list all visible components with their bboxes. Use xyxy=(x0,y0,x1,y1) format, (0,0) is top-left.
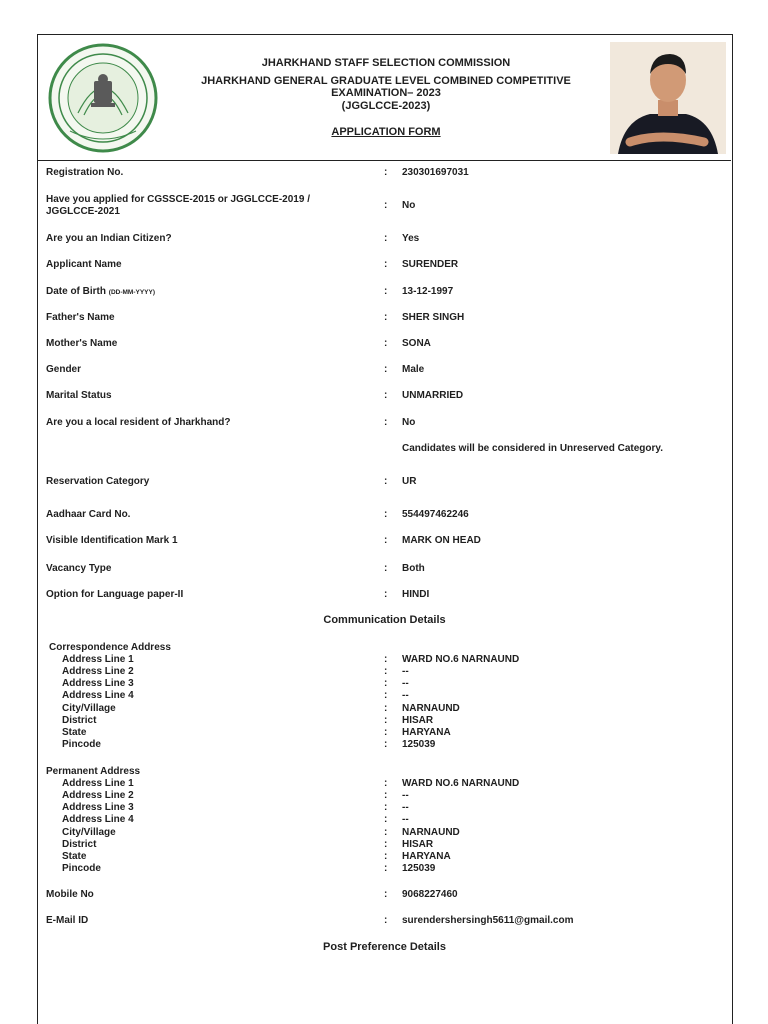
local-resident-label: Are you a local resident of Jharkhand? xyxy=(46,417,231,428)
colon: : xyxy=(384,703,388,714)
applied-before-value: No xyxy=(402,200,416,211)
colon: : xyxy=(384,312,388,323)
colon: : xyxy=(384,390,388,401)
dob-label: Date of Birth xyxy=(46,286,106,297)
reservation-value: UR xyxy=(402,476,417,487)
perm-value: -- xyxy=(402,814,409,825)
perm-value: HARYANA xyxy=(402,851,451,862)
colon: : xyxy=(384,200,388,211)
vacancy-label: Vacancy Type xyxy=(46,563,112,574)
marital-label: Marital Status xyxy=(46,390,112,401)
perm-label: Pincode xyxy=(62,863,101,874)
colon: : xyxy=(384,233,388,244)
exam-code: (JGGLCCE-2023) xyxy=(341,100,431,112)
reservation-label: Reservation Category xyxy=(46,476,150,487)
mother-label: Mother's Name xyxy=(46,338,118,349)
application-form-sheet xyxy=(37,34,733,1024)
corr-value: 125039 xyxy=(402,739,436,750)
colon: : xyxy=(384,654,388,665)
marital-value: UNMARRIED xyxy=(402,390,464,401)
email-label: E-Mail ID xyxy=(46,915,89,926)
perm-label: State xyxy=(62,851,87,862)
applicant-photo xyxy=(610,42,726,154)
form-title: APPLICATION FORM xyxy=(331,126,441,138)
citizen-value: Yes xyxy=(402,233,420,244)
dob-value: 13-12-1997 xyxy=(402,286,454,297)
colon: : xyxy=(384,167,388,178)
colon: : xyxy=(384,790,388,801)
corr-label: City/Village xyxy=(62,703,116,714)
perm-label: Address Line 4 xyxy=(62,814,134,825)
perm-value: WARD NO.6 NARNAUND xyxy=(402,778,520,789)
perm-value: -- xyxy=(402,790,409,801)
colon: : xyxy=(384,338,388,349)
aadhaar-label: Aadhaar Card No. xyxy=(46,509,131,520)
perm-value: 125039 xyxy=(402,863,436,874)
corr-label: District xyxy=(62,715,97,726)
corr-value: -- xyxy=(402,678,409,689)
mobile-label: Mobile No xyxy=(46,889,94,900)
gender-value: Male xyxy=(402,364,425,375)
colon: : xyxy=(384,839,388,850)
exam-title-line1: JHARKHAND GENERAL GRADUATE LEVEL COMBINED COMPETITIVE xyxy=(201,75,571,87)
mobile-value: 9068227460 xyxy=(402,889,458,900)
aadhaar-value: 554497462246 xyxy=(402,509,469,520)
exam-title-line2: EXAMINATION– 2023 xyxy=(331,87,441,99)
category-note: Candidates will be considered in Unreserved Category. xyxy=(402,443,664,454)
dob-label-group xyxy=(46,286,346,299)
corr-label: Address Line 4 xyxy=(62,690,134,701)
colon: : xyxy=(384,286,388,297)
vacancy-value: Both xyxy=(402,563,425,574)
perm-label: District xyxy=(62,839,97,850)
corr-label: Address Line 2 xyxy=(62,666,134,677)
perm-label: Address Line 2 xyxy=(62,790,134,801)
jharkhand-government-seal-icon xyxy=(48,43,158,153)
language-value: HINDI xyxy=(402,589,430,600)
corr-value: NARNAUND xyxy=(402,703,460,714)
id-mark-value: MARK ON HEAD xyxy=(402,535,481,546)
applied-before-label: Have you applied for CGSSCE-2015 or JGGLCCE-2019 / JGGLCCE-2021 xyxy=(46,194,310,217)
dob-format-hint: (DD-MM-YYYY) xyxy=(108,289,155,296)
communication-details-heading: Communication Details xyxy=(323,614,446,626)
colon: : xyxy=(384,778,388,789)
corr-label: Address Line 1 xyxy=(62,654,134,665)
corr-value: HARYANA xyxy=(402,727,451,738)
colon: : xyxy=(384,889,388,900)
colon: : xyxy=(384,666,388,677)
colon: : xyxy=(384,715,388,726)
colon: : xyxy=(384,727,388,738)
corr-label: State xyxy=(62,727,87,738)
email-value: surendershersingh5611@gmail.com xyxy=(402,915,574,926)
citizen-label: Are you an Indian Citizen? xyxy=(46,233,172,244)
father-value: SHER SINGH xyxy=(402,312,465,323)
colon: : xyxy=(384,589,388,600)
applicant-photo-image xyxy=(610,42,726,154)
corr-label: Pincode xyxy=(62,739,101,750)
perm-value: HISAR xyxy=(402,839,434,850)
colon: : xyxy=(384,863,388,874)
perm-label: City/Village xyxy=(62,827,116,838)
mother-value: SONA xyxy=(402,338,431,349)
registration-label: Registration No. xyxy=(46,167,124,178)
perm-label: Address Line 3 xyxy=(62,802,134,813)
id-mark-label: Visible Identification Mark 1 xyxy=(46,535,178,546)
perm-value: NARNAUND xyxy=(402,827,460,838)
correspondence-address-title: Correspondence Address xyxy=(49,642,171,653)
language-label: Option for Language paper-II xyxy=(46,589,184,600)
form-header xyxy=(38,35,731,161)
colon: : xyxy=(384,476,388,487)
colon: : xyxy=(384,802,388,813)
colon: : xyxy=(384,535,388,546)
colon: : xyxy=(384,915,388,926)
colon: : xyxy=(384,509,388,520)
colon: : xyxy=(384,563,388,574)
colon: : xyxy=(384,690,388,701)
father-label: Father's Name xyxy=(46,312,115,323)
applicant-name-label: Applicant Name xyxy=(46,259,122,270)
colon: : xyxy=(384,417,388,428)
colon: : xyxy=(384,364,388,375)
post-preference-heading: Post Preference Details xyxy=(323,941,446,953)
applicant-name-value: SURENDER xyxy=(402,259,459,270)
local-resident-value: No xyxy=(402,417,416,428)
registration-value: 230301697031 xyxy=(402,167,469,178)
corr-value: -- xyxy=(402,666,409,677)
corr-value: WARD NO.6 NARNAUND xyxy=(402,654,520,665)
corr-value: -- xyxy=(402,690,409,701)
colon: : xyxy=(384,739,388,750)
corr-label: Address Line 3 xyxy=(62,678,134,689)
commission-name: JHARKHAND STAFF SELECTION COMMISSION xyxy=(261,57,511,69)
perm-value: -- xyxy=(402,802,409,813)
perm-label: Address Line 1 xyxy=(62,778,134,789)
colon: : xyxy=(384,678,388,689)
corr-value: HISAR xyxy=(402,715,434,726)
permanent-address-title: Permanent Address xyxy=(46,766,141,777)
colon: : xyxy=(384,851,388,862)
colon: : xyxy=(384,827,388,838)
colon: : xyxy=(384,259,388,270)
colon: : xyxy=(384,814,388,825)
gender-label: Gender xyxy=(46,364,82,375)
